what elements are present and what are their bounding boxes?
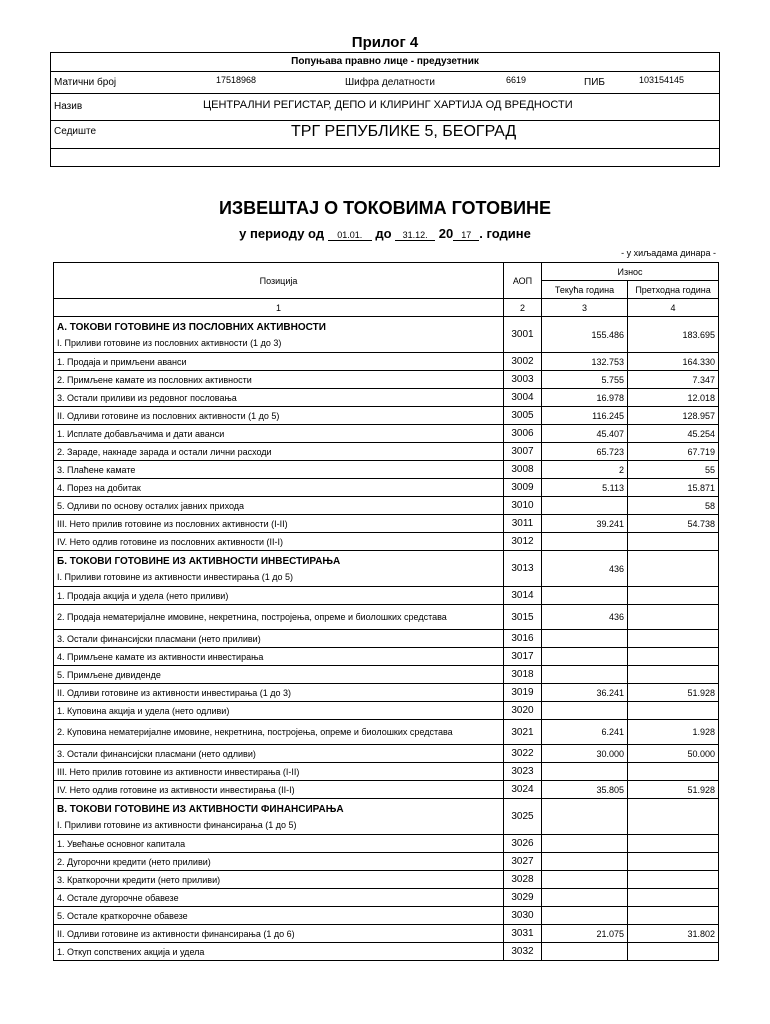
row-aop: 3024	[504, 781, 542, 799]
row-aop: 3013	[504, 551, 542, 587]
row-label-cell	[54, 763, 504, 781]
report-period	[0, 226, 770, 241]
row-previous-value: 183.695	[628, 317, 719, 353]
row-label: IV. Нето одлив готовине из пословних активности (II-I)	[57, 536, 283, 547]
company-header-box	[50, 52, 720, 167]
row-aop: 3009	[504, 479, 542, 497]
row-aop: 3016	[504, 630, 542, 648]
row-current-value: 436	[542, 551, 628, 587]
row-label: 3. Остали финансијски пласмани (нето одливи)	[57, 748, 256, 759]
report-title: ИЗВЕШТАЈ О ТОКОВИМА ГОТОВИНЕ	[218, 198, 552, 218]
period-to-word: до	[375, 226, 392, 241]
row-aop: 3015	[504, 605, 542, 630]
row-label-cell	[54, 425, 504, 443]
row-previous-value: 50.000	[628, 745, 719, 763]
row-label-cell	[54, 317, 504, 353]
row-current-value	[542, 943, 628, 961]
cash-flow-table	[53, 262, 719, 961]
row-label-cell	[54, 479, 504, 497]
table-row	[54, 479, 719, 497]
row-label: 1. Продаја и примљени аванси	[57, 356, 187, 367]
table-row	[54, 763, 719, 781]
row-previous-value: 51.928	[628, 781, 719, 799]
row-previous-value	[628, 648, 719, 666]
row-label-cell	[54, 630, 504, 648]
row-current-value: 2	[542, 461, 628, 479]
section-title: В. ТОКОВИ ГОТОВИНЕ ИЗ АКТИВНОСТИ ФИНАНСИРАЊА	[57, 803, 344, 815]
pib-value: 103154145	[639, 75, 685, 85]
table-row	[54, 630, 719, 648]
row-aop: 3020	[504, 702, 542, 720]
row-current-value: 45.407	[542, 425, 628, 443]
table-row	[54, 720, 719, 745]
row-label: 2. Примљене камате из пословних активности	[57, 374, 252, 385]
table-row	[54, 461, 719, 479]
reg-no-label: Матични број	[54, 77, 117, 88]
row-current-value: 39.241	[542, 515, 628, 533]
table-row	[54, 605, 719, 630]
col-amount-header: Износ	[542, 263, 719, 281]
row-label: II. Одливи готовине из пословних активности (1 до 5)	[57, 410, 280, 421]
header-row-name	[51, 93, 719, 121]
row-label-cell	[54, 443, 504, 461]
table-row	[54, 835, 719, 853]
row-label: 4. Примљене камате из активности инвестирања	[57, 651, 264, 662]
row-previous-value	[628, 799, 719, 835]
row-label-cell	[54, 702, 504, 720]
col-num: 2	[504, 299, 542, 317]
row-aop: 3017	[504, 648, 542, 666]
row-label: I. Приливи готовине из активности инвестирања (1 до 5)	[57, 571, 293, 582]
row-aop: 3019	[504, 684, 542, 702]
row-previous-value: 54.738	[628, 515, 719, 533]
row-aop: 3028	[504, 871, 542, 889]
row-current-value: 6.241	[542, 720, 628, 745]
row-label-cell	[54, 889, 504, 907]
row-current-value: 16.978	[542, 389, 628, 407]
header-row	[54, 263, 719, 281]
row-label: 2. Зараде, накнаде зарада и остали лични расходи	[57, 446, 272, 457]
row-current-value: 35.805	[542, 781, 628, 799]
table-row	[54, 871, 719, 889]
row-label-cell	[54, 781, 504, 799]
row-previous-value: 45.254	[628, 425, 719, 443]
row-current-value	[542, 763, 628, 781]
row-current-value: 30.000	[542, 745, 628, 763]
col-aop-header: АОП	[504, 263, 542, 299]
period-to: 31.12.	[395, 230, 435, 241]
row-previous-value: 15.871	[628, 479, 719, 497]
seat-label: Седиште	[54, 126, 97, 137]
column-number-row	[54, 299, 719, 317]
header-row-ids	[51, 71, 719, 94]
row-label: I. Приливи готовине из активности финансирања (1 до 5)	[57, 819, 297, 830]
row-label-cell	[54, 648, 504, 666]
row-aop: 3007	[504, 443, 542, 461]
row-label-cell	[54, 835, 504, 853]
row-previous-value	[628, 853, 719, 871]
col-position-header: Позиција	[54, 263, 504, 299]
row-aop: 3003	[504, 371, 542, 389]
table-row	[54, 389, 719, 407]
row-previous-value	[628, 763, 719, 781]
row-aop: 3010	[504, 497, 542, 515]
row-label-cell	[54, 497, 504, 515]
row-aop: 3001	[504, 317, 542, 353]
row-previous-value: 128.957	[628, 407, 719, 425]
row-previous-value	[628, 871, 719, 889]
row-current-value	[542, 587, 628, 605]
row-aop: 3022	[504, 745, 542, 763]
row-current-value: 21.075	[542, 925, 628, 943]
row-label: I. Приливи готовине из пословних активности (1 до 3)	[57, 337, 282, 348]
col-previous-header: Претходна година	[628, 281, 719, 299]
row-label: II. Одливи готовине из активности финансирања (1 до 6)	[57, 928, 295, 939]
row-label: 1. Продаја акција и удела (нето приливи)	[57, 590, 229, 601]
row-label: IV. Нето одлив готовине из активности инвестирања (II-I)	[57, 784, 295, 795]
row-current-value	[542, 907, 628, 925]
row-label: 3. Плаћене камате	[57, 464, 136, 475]
row-label: 1. Откуп сопствених акција и удела	[57, 946, 205, 957]
row-label-cell	[54, 461, 504, 479]
row-current-value: 5.113	[542, 479, 628, 497]
row-aop: 3031	[504, 925, 542, 943]
pib-label: ПИБ	[584, 77, 605, 88]
seat-value: ТРГ РЕПУБЛИКЕ 5, БЕОГРАД	[291, 123, 517, 140]
row-previous-value	[628, 605, 719, 630]
row-label: 5. Одливи по основу осталих јавних прихода	[57, 500, 245, 511]
table-row	[54, 353, 719, 371]
row-current-value	[542, 835, 628, 853]
row-previous-value: 67.719	[628, 443, 719, 461]
name-label: Назив	[54, 101, 83, 112]
row-current-value: 132.753	[542, 353, 628, 371]
row-label-cell	[54, 799, 504, 835]
row-aop: 3008	[504, 461, 542, 479]
table-row	[54, 925, 719, 943]
row-current-value	[542, 889, 628, 907]
row-label-cell	[54, 587, 504, 605]
row-aop: 3030	[504, 907, 542, 925]
row-label-cell	[54, 720, 504, 745]
row-previous-value: 164.330	[628, 353, 719, 371]
col-num: 1	[54, 299, 504, 317]
reg-no-value: 17518968	[216, 75, 257, 85]
table-row	[54, 497, 719, 515]
col-num: 4	[628, 299, 719, 317]
row-label-cell	[54, 943, 504, 961]
row-previous-value	[628, 666, 719, 684]
table-row	[54, 443, 719, 461]
row-label-cell	[54, 605, 504, 630]
row-previous-value	[628, 943, 719, 961]
row-label-cell	[54, 871, 504, 889]
company-name-value: ЦЕНТРАЛНИ РЕГИСТАР, ДЕПО И КЛИРИНГ ХАРТИЈА ОД ВРЕДНОСТИ	[203, 99, 573, 111]
year-suffix: . године	[479, 226, 531, 241]
row-previous-value: 55	[628, 461, 719, 479]
row-current-value: 65.723	[542, 443, 628, 461]
row-label-cell	[54, 533, 504, 551]
appendix-title: Прилог 4	[351, 34, 419, 51]
row-label-cell	[54, 907, 504, 925]
row-aop: 3012	[504, 533, 542, 551]
row-current-value	[542, 702, 628, 720]
row-current-value	[542, 497, 628, 515]
row-label: 1. Исплате добављачима и дати аванси	[57, 428, 225, 439]
row-label: 1. Увећање основног капитала	[57, 838, 186, 849]
row-label-cell	[54, 407, 504, 425]
unit-note: - у хиљадама динара -	[621, 248, 716, 258]
row-previous-value: 31.802	[628, 925, 719, 943]
col-num: 3	[542, 299, 628, 317]
period-prefix: у периоду од	[239, 226, 325, 241]
row-aop: 3021	[504, 720, 542, 745]
row-aop: 3023	[504, 763, 542, 781]
table-row	[54, 666, 719, 684]
row-previous-value: 58	[628, 497, 719, 515]
row-current-value: 436	[542, 605, 628, 630]
row-label: 2. Продаја нематеријалне имовине, некретнина, постројења, опреме и биолошких средстава	[57, 611, 447, 622]
row-aop: 3026	[504, 835, 542, 853]
row-current-value	[542, 853, 628, 871]
header-row-seat	[51, 120, 719, 149]
table-row	[54, 943, 719, 961]
row-previous-value: 12.018	[628, 389, 719, 407]
table-row	[54, 799, 719, 835]
row-current-value: 116.245	[542, 407, 628, 425]
activity-label: Шифра делатности	[345, 77, 435, 88]
row-label-cell	[54, 925, 504, 943]
row-current-value: 155.486	[542, 317, 628, 353]
row-previous-value: 7.347	[628, 371, 719, 389]
row-label: 5. Остале краткорочне обавезе	[57, 910, 188, 921]
row-previous-value: 1.928	[628, 720, 719, 745]
row-label-cell	[54, 353, 504, 371]
row-label-cell	[54, 551, 504, 587]
row-previous-value	[628, 889, 719, 907]
row-aop: 3006	[504, 425, 542, 443]
row-label: 3. Остали финансијски пласмани (нето приливи)	[57, 633, 261, 644]
table-row	[54, 407, 719, 425]
section-title: А. ТОКОВИ ГОТОВИНЕ ИЗ ПОСЛОВНИХ АКТИВНОСТИ	[57, 321, 326, 333]
table-row	[54, 587, 719, 605]
table-row	[54, 889, 719, 907]
period-from: 01.01.	[328, 230, 372, 241]
row-label: 1. Куповина акција и удела (нето одливи)	[57, 705, 230, 716]
table-row	[54, 853, 719, 871]
table-row	[54, 371, 719, 389]
row-aop: 3002	[504, 353, 542, 371]
row-aop: 3004	[504, 389, 542, 407]
row-label: 3. Остали приливи из редовног пословања	[57, 392, 237, 403]
table-row	[54, 533, 719, 551]
section-title: Б. ТОКОВИ ГОТОВИНЕ ИЗ АКТИВНОСТИ ИНВЕСТИРАЊА	[57, 555, 341, 567]
row-current-value	[542, 871, 628, 889]
row-current-value	[542, 533, 628, 551]
row-aop: 3027	[504, 853, 542, 871]
row-label-cell	[54, 853, 504, 871]
row-label: 2. Дугорочни кредити (нето приливи)	[57, 856, 211, 867]
table-row	[54, 551, 719, 587]
filled-by-label: Попуњава правно лице - предузетник	[291, 56, 479, 67]
table-row	[54, 745, 719, 763]
row-label: 4. Остале дугорочне обавезе	[57, 892, 179, 903]
row-label: 5. Примљене дивиденде	[57, 669, 161, 680]
row-aop: 3005	[504, 407, 542, 425]
row-previous-value	[628, 702, 719, 720]
row-label-cell	[54, 666, 504, 684]
row-label: III. Нето прилив готовине из активности инвестирања (I-II)	[57, 766, 300, 777]
table-row	[54, 907, 719, 925]
period-year: 17	[453, 230, 479, 241]
row-label: 2. Куповина нематеријалне имовине, некретнина, постројења, опреме и биолошких средстава	[57, 726, 453, 737]
row-aop: 3014	[504, 587, 542, 605]
table-row	[54, 425, 719, 443]
row-label-cell	[54, 371, 504, 389]
row-label-cell	[54, 745, 504, 763]
row-current-value	[542, 666, 628, 684]
row-current-value: 36.241	[542, 684, 628, 702]
cash-flow-body	[54, 317, 719, 961]
row-label: 4. Порез на добитак	[57, 482, 141, 493]
row-previous-value	[628, 907, 719, 925]
row-current-value: 5.755	[542, 371, 628, 389]
table-row	[54, 781, 719, 799]
row-label-cell	[54, 389, 504, 407]
row-previous-value	[628, 551, 719, 587]
table-row	[54, 648, 719, 666]
col-current-header: Текућа година	[542, 281, 628, 299]
row-label: III. Нето прилив готовине из пословних активности (I-II)	[57, 518, 288, 529]
row-aop: 3025	[504, 799, 542, 835]
table-row	[54, 684, 719, 702]
row-label: 3. Краткорочни кредити (нето приливи)	[57, 874, 221, 885]
row-previous-value: 51.928	[628, 684, 719, 702]
row-previous-value	[628, 630, 719, 648]
row-label-cell	[54, 515, 504, 533]
year-prefix: 20	[438, 226, 454, 241]
row-aop: 3032	[504, 943, 542, 961]
row-aop: 3018	[504, 666, 542, 684]
table-row	[54, 515, 719, 533]
row-aop: 3011	[504, 515, 542, 533]
row-current-value	[542, 630, 628, 648]
row-previous-value	[628, 835, 719, 853]
row-current-value	[542, 799, 628, 835]
activity-code-value: 6619	[506, 75, 527, 85]
row-label: II. Одливи готовине из активности инвестирања (1 до 3)	[57, 687, 292, 698]
row-current-value	[542, 648, 628, 666]
row-previous-value	[628, 533, 719, 551]
table-row	[54, 702, 719, 720]
header-row-filled-by	[51, 53, 719, 72]
row-previous-value	[628, 587, 719, 605]
row-aop: 3029	[504, 889, 542, 907]
table-row	[54, 317, 719, 353]
row-label-cell	[54, 684, 504, 702]
